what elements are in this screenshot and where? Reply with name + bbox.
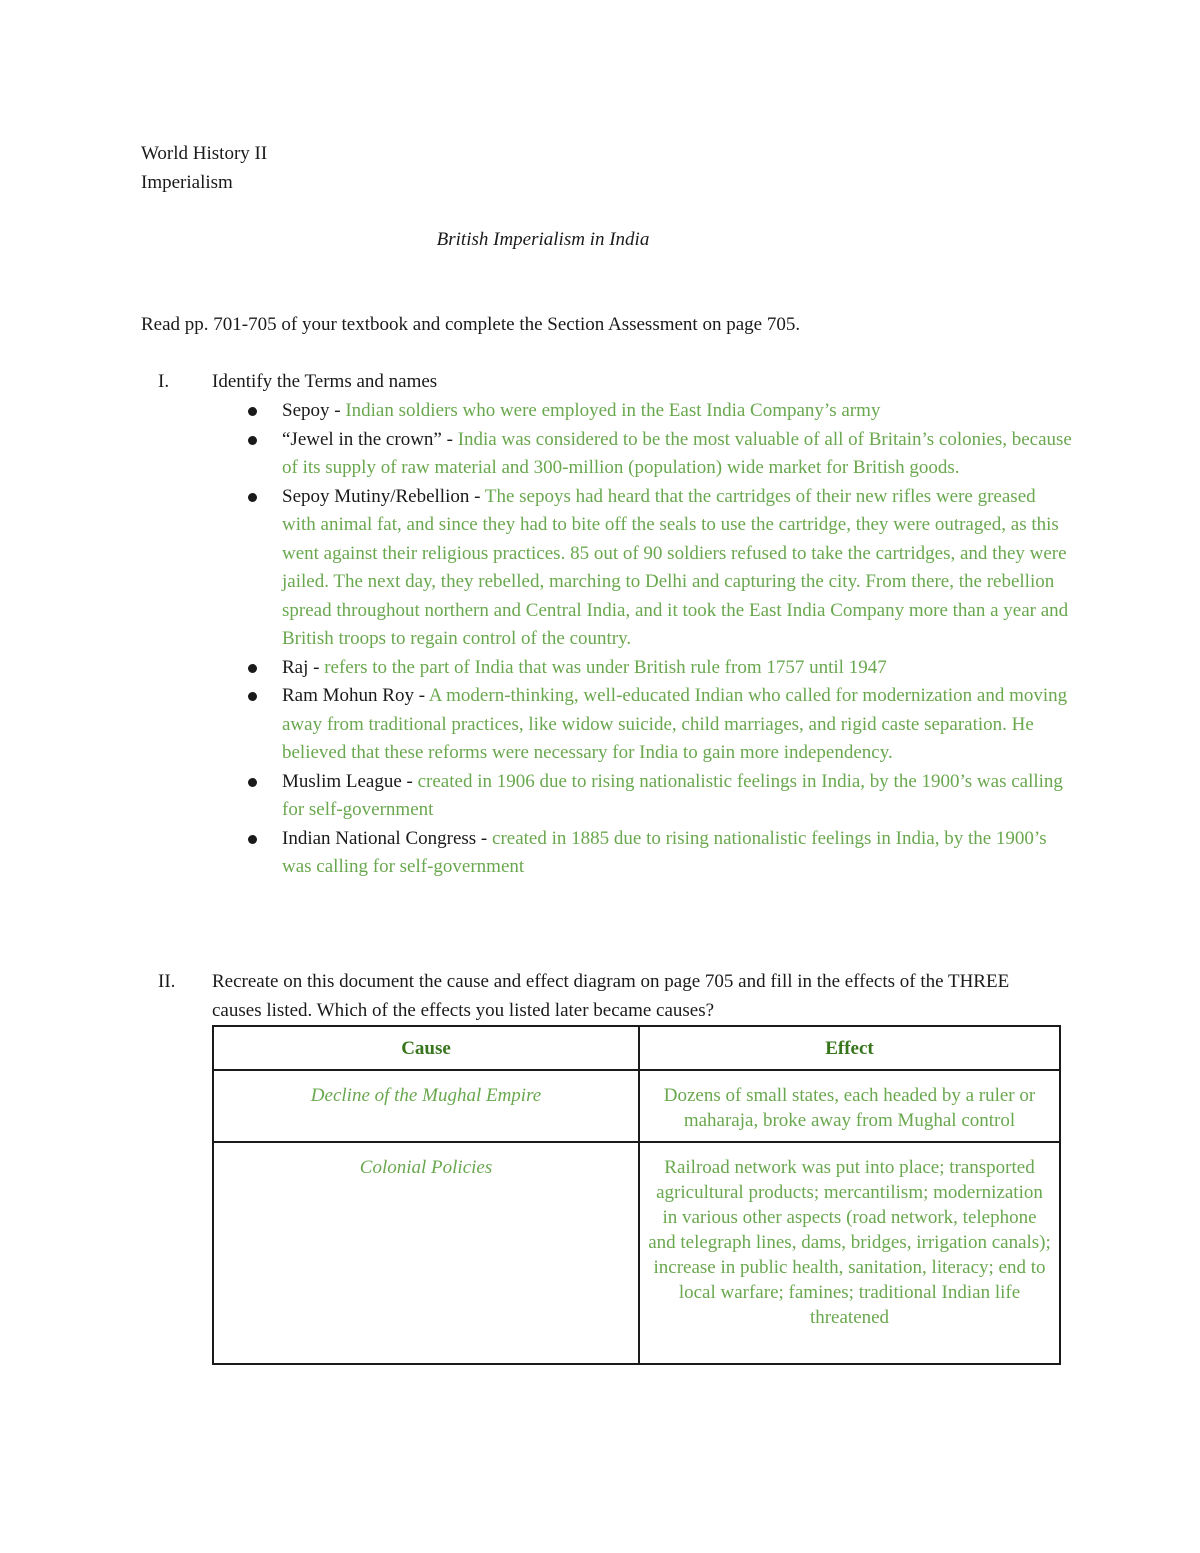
bullet-icon [248, 835, 257, 844]
bullet-icon [248, 407, 257, 416]
term-definition: The sepoys had heard that the cartridges of their new rifles were greased with animal fat, and since they had to bite off the seals to use the cartridge, they were outraged, as this went against their religious practices. 85 out of 90 soldiers refused to take the cartridges, and they were jailed. The next day, they rebelled, marching to Delhi and capturing the city. From there, the rebellion spread throughout northern and Central India, and it took the East India Company more than a year and British troops to regain control of the country. [282, 485, 1069, 649]
term-name: Ram Mohun Roy - [282, 685, 426, 706]
cause-cell: Decline of the Mughal Empire [213, 1070, 639, 1142]
bullet-icon [248, 778, 257, 787]
document-title: British Imperialism in India [436, 229, 650, 250]
cause-cell: Colonial Policies [213, 1142, 639, 1364]
term-name: Sepoy - [282, 400, 341, 421]
list-item [282, 682, 1072, 768]
term-definition: created in 1885 due to rising nationalistic feelings in India, by the 1900’s was calling for self-government [282, 827, 1047, 877]
table-row [213, 1142, 1060, 1364]
term-name: Muslim League - [282, 770, 413, 792]
term-definition: refers to the part of India that was under British rule from 1757 until 1947 [324, 656, 887, 678]
list-item [282, 483, 1072, 654]
effect-column-header: Effect [639, 1026, 1060, 1070]
effect-cell: Dozens of small states, each headed by a ruler or maharaja, broke away from Mughal control [639, 1070, 1060, 1142]
cause-effect-table [212, 1025, 1061, 1365]
bullet-icon [248, 436, 257, 445]
list-item [282, 397, 1072, 426]
section-2-instructions: Recreate on this document the cause and effect diagram on page 705 and fill in the effects of the THREE causes listed. Which of the effects you listed later became causes? [212, 971, 1010, 1021]
section-1-heading: Identify the Terms and names [212, 371, 438, 392]
list-item [282, 426, 1072, 483]
list-item [282, 654, 1072, 683]
term-definition: Indian soldiers who were employed in the East India Company’s army [345, 400, 881, 421]
table-row [213, 1070, 1060, 1142]
cause-column-header: Cause [213, 1026, 639, 1070]
term-definition: created in 1906 due to rising nationalistic feelings in India, by the 1900’s was calling for self-government [282, 770, 1063, 820]
bullet-icon [248, 664, 257, 673]
table-header-row [213, 1026, 1060, 1070]
terms-list [282, 397, 1072, 882]
bullet-icon [248, 692, 257, 701]
section-2-numeral: II. [158, 971, 176, 992]
term-definition: India was considered to be the most valuable of all of Britain’s colonies, because of its supply of raw material and 300-million (population) wide market for British goods. [282, 428, 1072, 478]
effect-cell: Railroad network was put into place; transported agricultural products; mercantilism; modernization in various other aspects (road network, telephone and telegraph lines, dams, bridges, irrigation canals); increase in public health, sanitation, literacy; end to local warfare; famines; traditional Indian life threatened [639, 1142, 1060, 1364]
term-name: Sepoy Mutiny/Rebellion - [282, 485, 481, 507]
section-1-numeral: I. [158, 371, 170, 392]
term-name: Raj - [282, 656, 320, 678]
term-name: Indian National Congress - [282, 827, 488, 849]
list-item [282, 825, 1072, 882]
term-definition: A modern-thinking, well-educated Indian who called for modernization and moving away from traditional practices, like widow suicide, child marriages, and rigid caste separation. He believed that these reforms were necessary for India to gain more independency. [282, 685, 1068, 763]
intro-instructions: Read pp. 701-705 of your textbook and complete the Section Assessment on page 705. [141, 314, 801, 335]
bullet-icon [248, 493, 257, 502]
unit-name: Imperialism [141, 171, 233, 193]
course-name: World History II [141, 143, 268, 164]
term-name: “Jewel in the crown” - [282, 428, 453, 450]
list-item [282, 768, 1072, 825]
